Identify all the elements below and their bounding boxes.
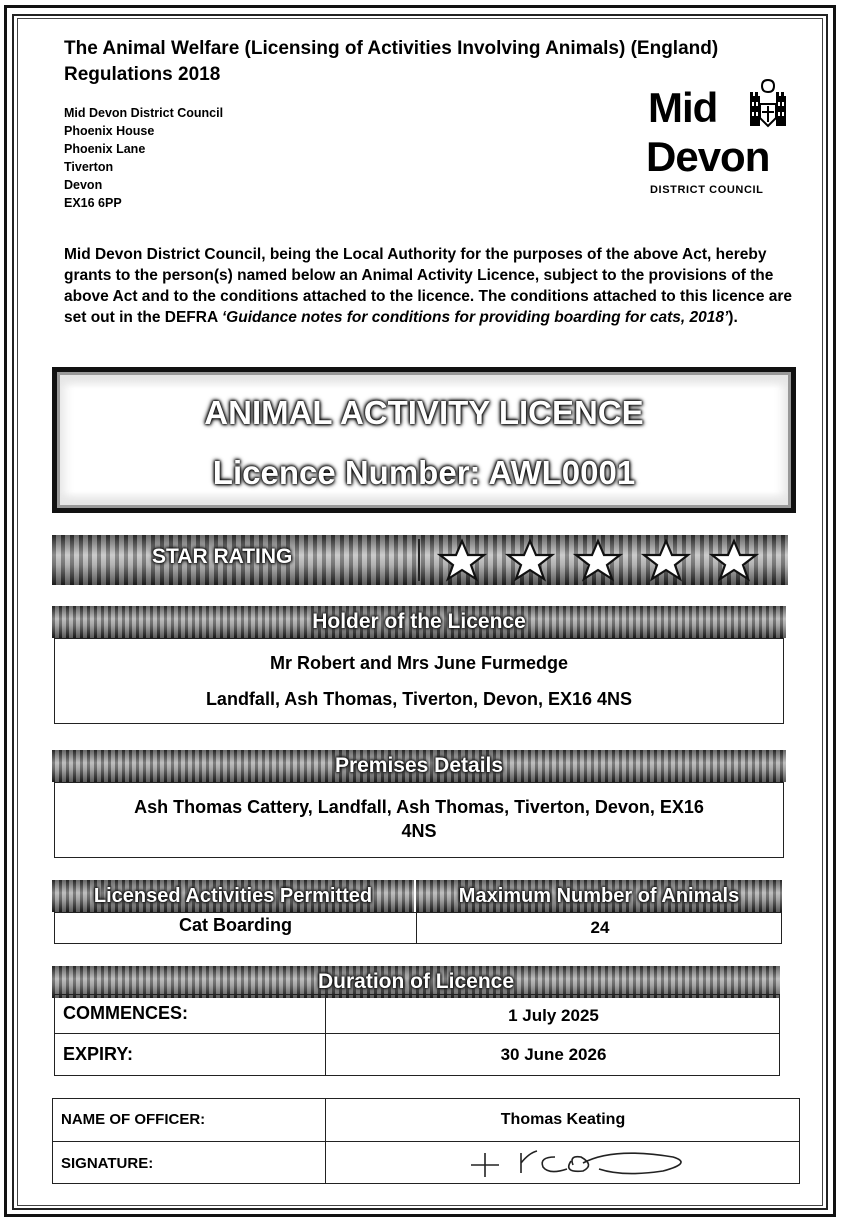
holder-address: Landfall, Ash Thomas, Tiverton, Devon, EX16 4NS	[205, 689, 633, 709]
address-line: Tiverton	[64, 160, 114, 174]
officer-table	[52, 1098, 800, 1184]
commences-value: 1 July 2025	[508, 1006, 599, 1025]
licence-title: ANIMAL ACTIVITY LICENCE	[204, 394, 644, 431]
expiry-value: 30 June 2026	[500, 1045, 607, 1064]
activities-table	[54, 912, 782, 944]
mid-devon-logo	[646, 76, 806, 200]
council-crest-icon	[746, 78, 790, 136]
licence-number: Licence Number: AWL0001	[212, 454, 636, 491]
premises-line1: Ash Thomas Cattery, Landfall, Ash Thomas, Tiverton, Devon, EX16	[134, 797, 704, 817]
star-icon	[706, 538, 762, 582]
officer-name-label: NAME OF OFFICER:	[61, 1111, 206, 1128]
intro-text: Mid Devon District Council, being the Local Authority for the purposes of the above Act, hereby grants to the person(s) named below an Animal Activity Licence, subject to the provisions of the above Act and to the conditions attached to the licence. The conditions attached to this licence are set out in the DEFRA	[64, 246, 793, 326]
address-line: EX16 6PP	[64, 196, 122, 210]
premises-heading: Premises Details	[52, 750, 786, 782]
holder-box	[54, 638, 784, 724]
activities-heading: Licensed Activities Permitted	[52, 880, 414, 912]
duration-table	[54, 994, 780, 1076]
star-rating-bar	[52, 535, 788, 585]
regulations-title: The Animal Welfare (Licensing of Activities Involving Animals) (England) Regulations 2018	[64, 38, 719, 85]
premises-line2: 4NS	[401, 821, 437, 841]
holder-heading: Holder of the Licence	[52, 606, 786, 638]
max-animals-value: 24	[590, 918, 610, 937]
intro-end: ).	[728, 309, 738, 326]
intro-paragraph	[64, 244, 794, 328]
star-rating-divider	[418, 539, 420, 581]
star-icon	[502, 538, 558, 582]
activity-value: Cat Boarding	[178, 915, 292, 935]
premises-box	[54, 782, 784, 858]
logo-devon: Devon	[646, 133, 770, 180]
address-line: Devon	[64, 178, 103, 192]
commences-label: COMMENCES:	[63, 1003, 188, 1023]
star-rating-label: STAR RATING	[152, 545, 293, 568]
logo-district-council: DISTRICT COUNCIL	[650, 184, 764, 196]
star-rating-stars	[434, 538, 762, 582]
address-line: Mid Devon District Council	[64, 106, 224, 120]
officer-name-value: Thomas Keating	[500, 1111, 626, 1128]
logo-mid: Mid	[648, 84, 718, 131]
signature-label: SIGNATURE:	[61, 1155, 154, 1172]
duration-heading: Duration of Licence	[52, 966, 780, 998]
max-animals-heading: Maximum Number of Animals	[416, 880, 782, 912]
expiry-label: EXPIRY:	[63, 1044, 134, 1064]
intro-guidance-title: ‘Guidance notes for conditions for providing boarding for cats, 2018’	[221, 309, 729, 326]
star-icon	[434, 538, 490, 582]
row-divider	[53, 1141, 800, 1142]
officer-signature	[463, 1143, 693, 1183]
licence-banner	[52, 367, 796, 513]
address-line: Phoenix Lane	[64, 142, 146, 156]
star-icon	[570, 538, 626, 582]
signature-image	[463, 1143, 693, 1183]
address-line: Phoenix House	[64, 124, 155, 138]
row-divider	[55, 1033, 780, 1034]
star-icon	[638, 538, 694, 582]
holder-name: Mr Robert and Mrs June Furmedge	[269, 653, 569, 673]
council-address	[64, 104, 223, 212]
